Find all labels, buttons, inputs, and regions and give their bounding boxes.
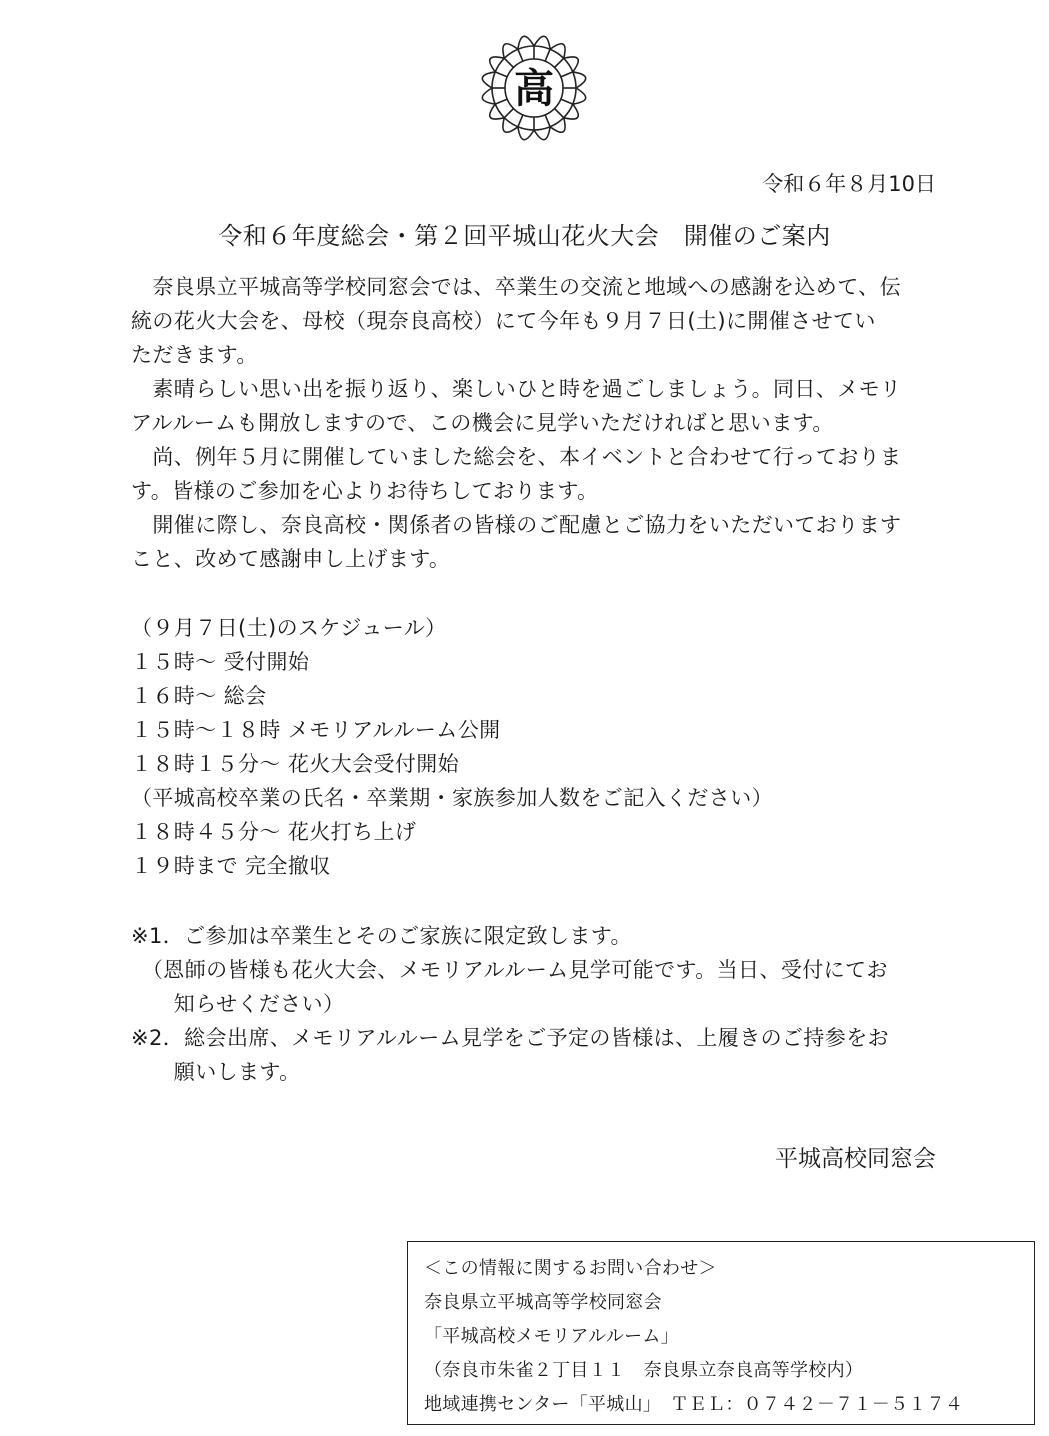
body-line: す。皆様のご参加を心よりお待ちしております。 — [131, 479, 599, 503]
contact-address: （奈良市朱雀２丁目１１ 奈良県立奈良高等学校内） — [424, 1360, 864, 1381]
crest-divider — [495, 72, 507, 77]
body-line: こと、改めて感謝申し上げます。 — [131, 547, 451, 571]
body-line: 奈良県立平城高等学校同窓会では、卒業生の交流と地域への感謝を込めて、伝 — [131, 275, 901, 299]
schedule-item: １９時まで 完全撤収 — [131, 854, 331, 878]
note-line: 知らせください） — [131, 992, 345, 1016]
crest-divider — [518, 115, 523, 127]
note-line: ※2．総会出席、メモリアルルーム見学をご予定の皆様は、上履きのご持参をお — [131, 1026, 889, 1050]
crest-divider — [555, 109, 564, 118]
crest-divider — [504, 58, 513, 67]
crest-divider — [561, 99, 573, 104]
body-line: 尚、例年５月に開催していました総会を、本イベントと合わせて行っておりま — [131, 445, 902, 469]
crest-divider — [504, 109, 513, 118]
signature: 平城高校同窓会 — [775, 1146, 936, 1172]
crest-divider — [545, 115, 550, 127]
schedule-item: １６時～ 総会 — [131, 684, 267, 708]
document-date: 令和６年８月10日 — [762, 172, 936, 196]
note-line: 願いします。 — [131, 1060, 301, 1084]
schedule-note: （平城高校卒業の氏名・卒業期・家族参加人数をご記入ください） — [131, 786, 773, 810]
crest-divider — [555, 58, 564, 67]
contact-box — [407, 1241, 1035, 1425]
document-title: 令和６年度総会・第２回平城山花火大会 開催のご案内 — [218, 222, 831, 250]
crest-divider — [561, 72, 573, 77]
contact-line: 「平城高校メモリアルルーム」 — [424, 1326, 680, 1347]
body-line: 統の花火大会を、母校（現奈良高校）にて今年も９月７日(土)に開催させてい — [131, 309, 876, 333]
crest-divider — [545, 49, 550, 61]
schedule-item: １５時～１８時 メモリアルルーム公開 — [131, 718, 501, 742]
chrysanthemum-crest-icon — [468, 22, 600, 154]
schedule-item: １８時４５分～ 花火打ち上げ — [131, 820, 417, 844]
note-line: ※1．ご参加は卒業生とそのご家族に限定致します。 — [131, 924, 632, 948]
body-line: 開催に際し、奈良高校・関係者の皆様のご配慮とご協力をいただいております — [131, 513, 902, 537]
schedule-item: １８時１５分～ 花火大会受付開始 — [131, 752, 460, 776]
body-line: 素晴らしい思い出を振り返り、楽しいひと時を過ごしましょう。同日、メモリ — [131, 377, 902, 401]
contact-heading: ＜この情報に関するお問い合わせ＞ — [424, 1258, 717, 1279]
crest-divider — [518, 49, 523, 61]
contact-phone: 地域連携センター「平城山」 ＴＥＬ：０７４２－７１－５１７４ — [424, 1394, 964, 1415]
crest-character: 高 — [514, 66, 554, 112]
crest-divider — [495, 99, 507, 104]
body-line: ただきます。 — [131, 343, 258, 367]
body-line: アルルームも開放しますので、この機会に見学いただければと思います。 — [131, 411, 834, 435]
schedule-item: １５時～ 受付開始 — [131, 650, 310, 674]
contact-line: 奈良県立平城高等学校同窓会 — [424, 1292, 662, 1313]
school-emblem — [468, 22, 600, 154]
note-line: （恩師の皆様も花火大会、メモリアルルーム見学可能です。当日、受付にてお — [131, 958, 888, 982]
schedule-heading: （９月７日(土)のスケジュール） — [131, 616, 447, 640]
